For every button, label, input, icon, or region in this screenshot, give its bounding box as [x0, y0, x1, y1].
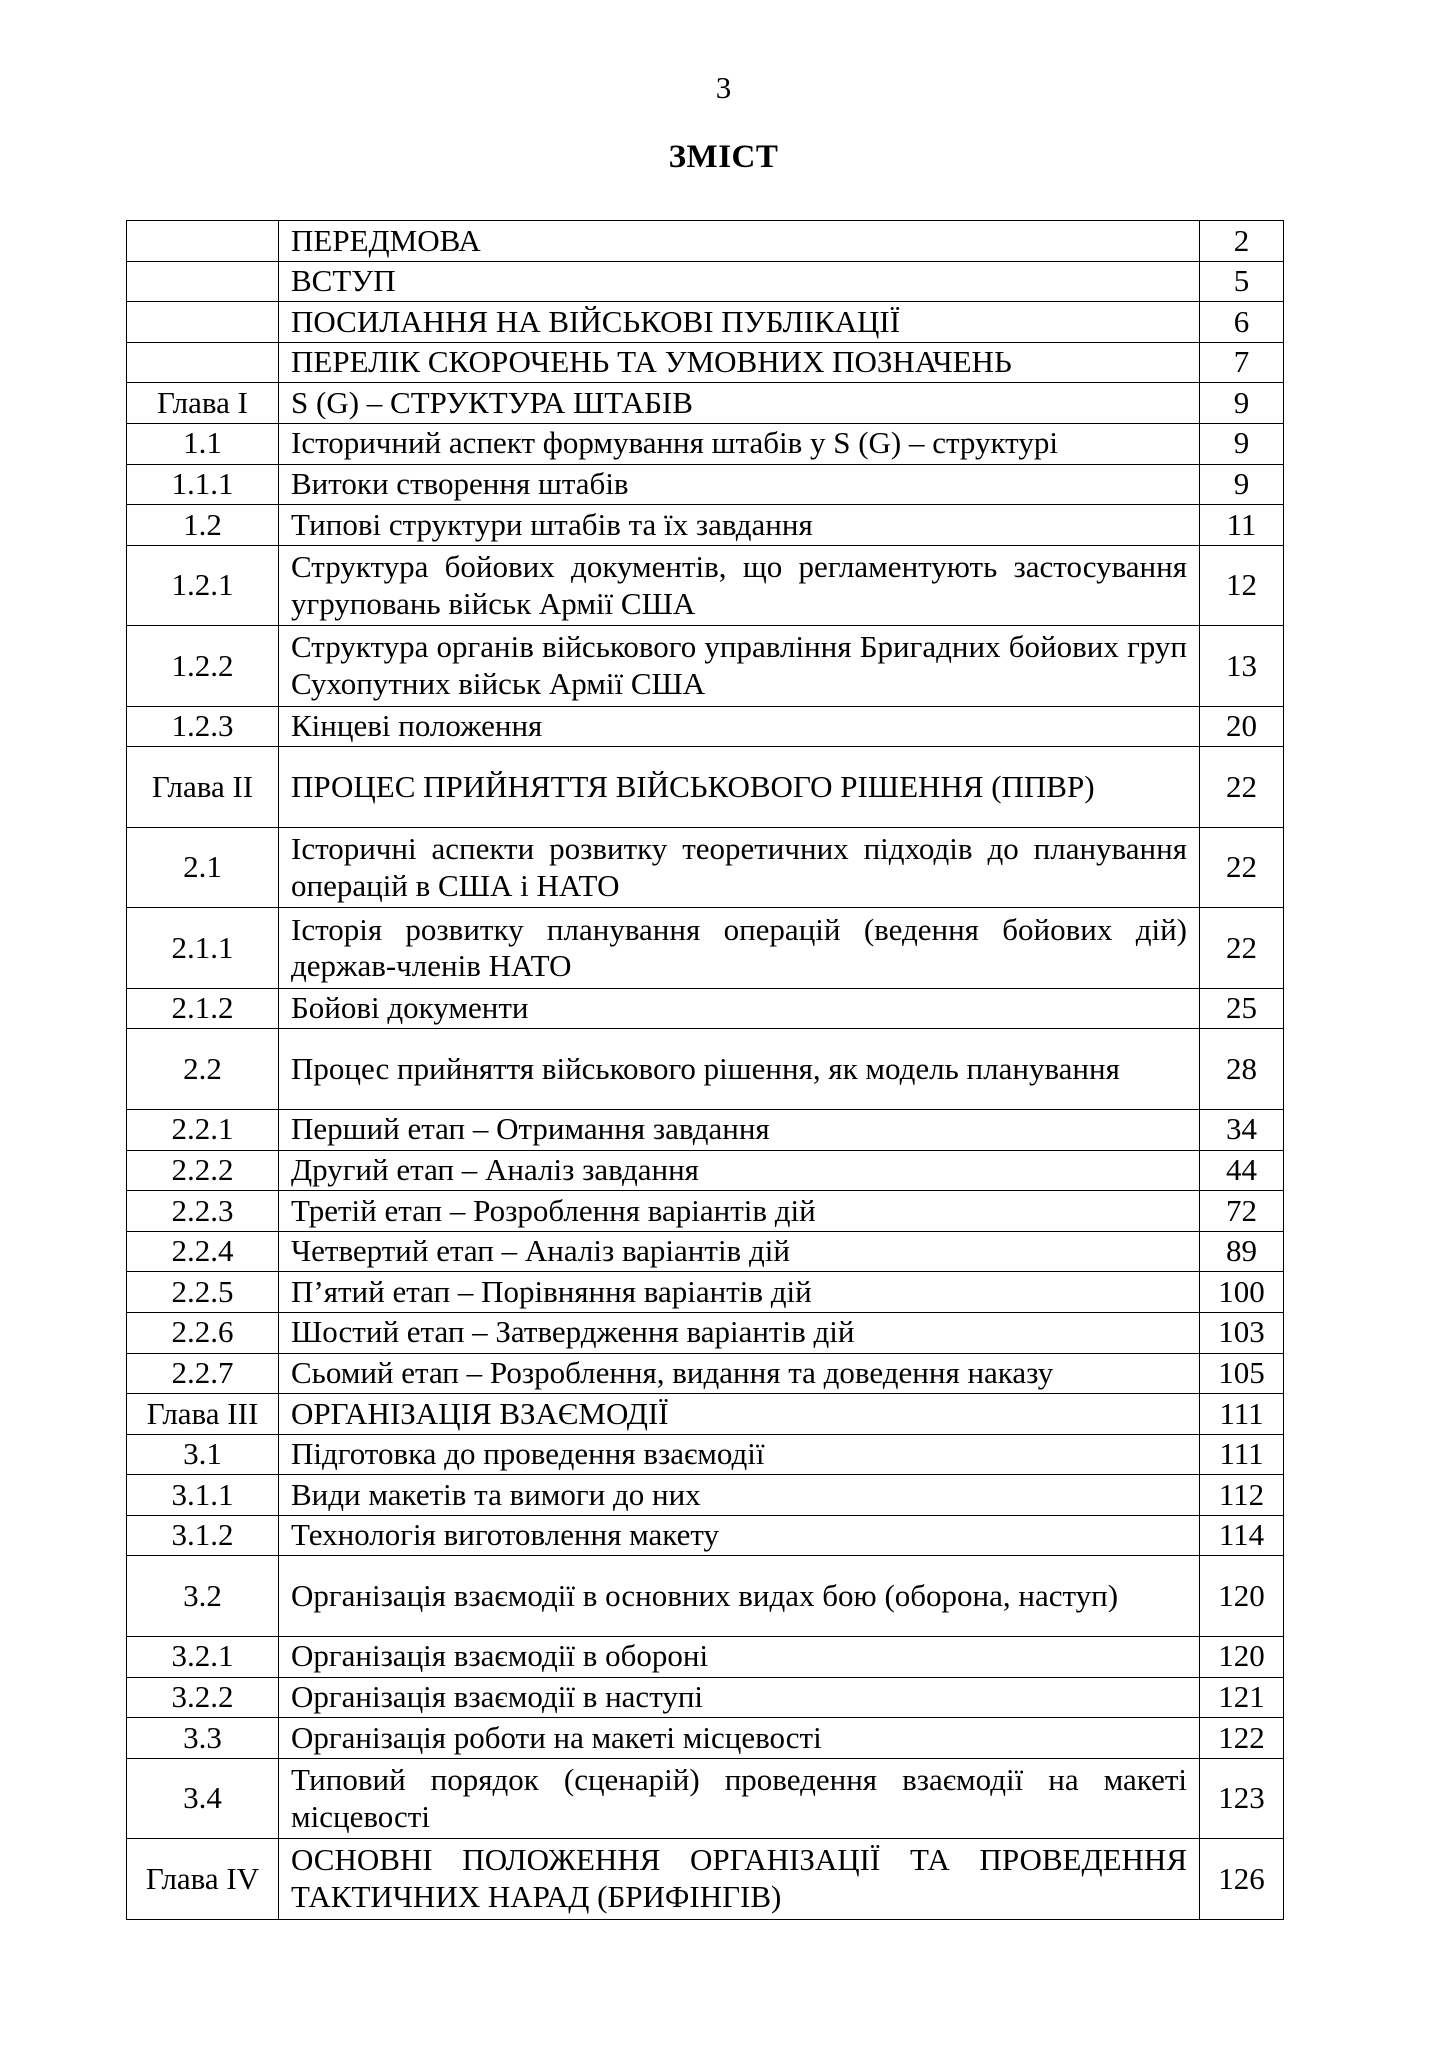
toc-section-title: ПРОЦЕС ПРИЙНЯТТЯ ВІЙСЬКОВОГО РІШЕННЯ (ППВР): [279, 747, 1200, 828]
toc-section-number: 1.2.2: [127, 626, 279, 707]
toc-page-number: 114: [1200, 1515, 1284, 1556]
toc-section-title: Витоки створення штабів: [279, 464, 1200, 505]
toc-heading: ЗМІСТ: [668, 139, 779, 175]
toc-row: [127, 626, 1284, 707]
toc-section-number: [127, 261, 279, 302]
toc-page-number: 20: [1200, 706, 1284, 747]
toc-page-number: 9: [1200, 383, 1284, 424]
toc-section-title: Сьомий етап – Розроблення, видання та доведення наказу: [279, 1353, 1200, 1394]
toc-section-number: 2.1: [127, 827, 279, 908]
toc-row: [127, 908, 1284, 989]
toc-page-number: 89: [1200, 1231, 1284, 1272]
toc-page-number: 34: [1200, 1109, 1284, 1150]
toc-page-number: 122: [1200, 1718, 1284, 1759]
toc-section-number: 2.2.2: [127, 1150, 279, 1191]
toc-section-number: 3.1.1: [127, 1475, 279, 1516]
toc-page-number: 100: [1200, 1272, 1284, 1313]
toc-section-number: [127, 302, 279, 343]
toc-page-number: 121: [1200, 1677, 1284, 1718]
toc-section-title: Організація взаємодії в наступі: [279, 1677, 1200, 1718]
toc-section-title: Організація роботи на макеті місцевості: [279, 1718, 1200, 1759]
toc-row: [127, 706, 1284, 747]
toc-page-number: 28: [1200, 1029, 1284, 1110]
toc-section-number: 3.3: [127, 1718, 279, 1759]
toc-section-number: 2.1.1: [127, 908, 279, 989]
toc-row: [127, 302, 1284, 343]
toc-section-number: 2.2.4: [127, 1231, 279, 1272]
toc-section-title: S (G) – СТРУКТУРА ШТАБІВ: [279, 383, 1200, 424]
toc-section-number: Глава IV: [127, 1839, 279, 1920]
toc-page-number: 9: [1200, 423, 1284, 464]
toc-section-title: ПЕРЕДМОВА: [279, 221, 1200, 262]
toc-section-title: Типовий порядок (сценарій) проведення взаємодії на макеті місцевості: [279, 1758, 1200, 1839]
toc-row: [127, 1231, 1284, 1272]
toc-row: [127, 1272, 1284, 1313]
toc-section-title: ОРГАНІЗАЦІЯ ВЗАЄМОДІЇ: [279, 1394, 1200, 1435]
toc-section-title: Третій етап – Розроблення варіантів дій: [279, 1191, 1200, 1232]
toc-page-number: 25: [1200, 988, 1284, 1029]
toc-section-number: 1.1.1: [127, 464, 279, 505]
toc-row: [127, 221, 1284, 262]
toc-row: [127, 1718, 1284, 1759]
toc-page-number: 5: [1200, 261, 1284, 302]
toc-section-number: [127, 221, 279, 262]
toc-row: [127, 464, 1284, 505]
toc-row: [127, 1475, 1284, 1516]
toc-section-number: 1.1: [127, 423, 279, 464]
toc-section-title: Організація взаємодії в обороні: [279, 1636, 1200, 1677]
toc-page-number: 112: [1200, 1475, 1284, 1516]
toc-section-number: Глава III: [127, 1394, 279, 1435]
toc-page-number: 123: [1200, 1758, 1284, 1839]
toc-section-number: [127, 342, 279, 383]
toc-page-number: 103: [1200, 1312, 1284, 1353]
toc-section-title: Кінцеві положення: [279, 706, 1200, 747]
toc-page-number: 12: [1200, 545, 1284, 626]
toc-row: [127, 1839, 1284, 1920]
toc-row: [127, 1434, 1284, 1475]
toc-page-number: 22: [1200, 827, 1284, 908]
toc-section-number: 3.4: [127, 1758, 279, 1839]
toc-section-title: Види макетів та вимоги до них: [279, 1475, 1200, 1516]
toc-section-number: 2.2.6: [127, 1312, 279, 1353]
toc-page-number: 11: [1200, 505, 1284, 546]
toc-page-number: 9: [1200, 464, 1284, 505]
toc-row: [127, 383, 1284, 424]
toc-row: [127, 1758, 1284, 1839]
toc-section-number: 3.2.1: [127, 1636, 279, 1677]
toc-section-number: 1.2: [127, 505, 279, 546]
toc-section-title: Шостий етап – Затвердження варіантів дій: [279, 1312, 1200, 1353]
toc-page-number: 105: [1200, 1353, 1284, 1394]
toc-section-number: 3.1.2: [127, 1515, 279, 1556]
toc-page-number: 13: [1200, 626, 1284, 707]
toc-page-number: 72: [1200, 1191, 1284, 1232]
toc-row: [127, 747, 1284, 828]
toc-section-number: Глава I: [127, 383, 279, 424]
toc-page-number: 111: [1200, 1434, 1284, 1475]
toc-row: [127, 1150, 1284, 1191]
page-number: 3: [715, 70, 732, 105]
toc-row: [127, 1109, 1284, 1150]
toc-page-number: 2: [1200, 221, 1284, 262]
toc-section-title: Четвертий етап – Аналіз варіантів дій: [279, 1231, 1200, 1272]
toc-section-number: 2.2.3: [127, 1191, 279, 1232]
toc-page-number: 111: [1200, 1394, 1284, 1435]
toc-section-title: Історія розвитку планування операцій (ведення бойових дій) держав-членів НАТО: [279, 908, 1200, 989]
toc-row: [127, 1556, 1284, 1637]
toc-row: [127, 1636, 1284, 1677]
toc-section-number: 3.1: [127, 1434, 279, 1475]
toc-row: [127, 342, 1284, 383]
toc-section-title: Історичні аспекти розвитку теоретичних підходів до планування операцій в США і НАТО: [279, 827, 1200, 908]
toc-page-number: 7: [1200, 342, 1284, 383]
toc-section-title: ПОСИЛАННЯ НА ВІЙСЬКОВІ ПУБЛІКАЦІЇ: [279, 302, 1200, 343]
toc-section-number: 2.2.7: [127, 1353, 279, 1394]
toc-row: [127, 423, 1284, 464]
toc-row: [127, 1677, 1284, 1718]
toc-section-title: Організація взаємодії в основних видах бою (оборона, наступ): [279, 1556, 1200, 1637]
toc-section-number: Глава II: [127, 747, 279, 828]
toc-page-number: 6: [1200, 302, 1284, 343]
toc-section-number: 2.1.2: [127, 988, 279, 1029]
toc-section-number: 3.2.2: [127, 1677, 279, 1718]
toc-section-title: Історичний аспект формування штабів у S (G) – структурі: [279, 423, 1200, 464]
toc-body: [127, 221, 1284, 1920]
toc-section-number: 2.2: [127, 1029, 279, 1110]
toc-row: [127, 827, 1284, 908]
toc-row: [127, 261, 1284, 302]
toc-section-title: П’ятий етап – Порівняння варіантів дій: [279, 1272, 1200, 1313]
toc-section-number: 2.2.5: [127, 1272, 279, 1313]
toc-row: [127, 1353, 1284, 1394]
toc-row: [127, 1394, 1284, 1435]
toc-section-title: ВСТУП: [279, 261, 1200, 302]
toc-page-number: 120: [1200, 1556, 1284, 1637]
toc-row: [127, 1029, 1284, 1110]
toc-section-number: 3.2: [127, 1556, 279, 1637]
toc-page-number: 22: [1200, 747, 1284, 828]
toc-section-title: ОСНОВНІ ПОЛОЖЕННЯ ОРГАНІЗАЦІЇ ТА ПРОВЕДЕННЯ ТАКТИЧНИХ НАРАД (БРИФІНГІВ): [279, 1839, 1200, 1920]
toc-section-title: Технологія виготовлення макету: [279, 1515, 1200, 1556]
toc-row: [127, 505, 1284, 546]
toc-section-title: Процес прийняття військового рішення, як модель планування: [279, 1029, 1200, 1110]
toc-page-number: 126: [1200, 1839, 1284, 1920]
toc-page-number: 22: [1200, 908, 1284, 989]
toc-section-number: 2.2.1: [127, 1109, 279, 1150]
toc-section-title: Типові структури штабів та їх завдання: [279, 505, 1200, 546]
toc-section-title: Перший етап – Отримання завдання: [279, 1109, 1200, 1150]
toc-section-number: 1.2.1: [127, 545, 279, 626]
toc-page-number: 44: [1200, 1150, 1284, 1191]
toc-row: [127, 545, 1284, 626]
toc-table: [126, 220, 1284, 1920]
toc-row: [127, 1191, 1284, 1232]
toc-row: [127, 1312, 1284, 1353]
toc-section-title: Бойові документи: [279, 988, 1200, 1029]
toc-section-title: Структура бойових документів, що регламентують застосування угруповань військ Армії США: [279, 545, 1200, 626]
toc-row: [127, 1515, 1284, 1556]
toc-section-title: Другий етап – Аналіз завдання: [279, 1150, 1200, 1191]
toc-page-number: 120: [1200, 1636, 1284, 1677]
toc-section-title: ПЕРЕЛІК СКОРОЧЕНЬ ТА УМОВНИХ ПОЗНАЧЕНЬ: [279, 342, 1200, 383]
toc-row: [127, 988, 1284, 1029]
toc-section-number: 1.2.3: [127, 706, 279, 747]
toc-section-title: Структура органів військового управління Бригадних бойових груп Сухопутних військ Армії США: [279, 626, 1200, 707]
toc-section-title: Підготовка до проведення взаємодії: [279, 1434, 1200, 1475]
